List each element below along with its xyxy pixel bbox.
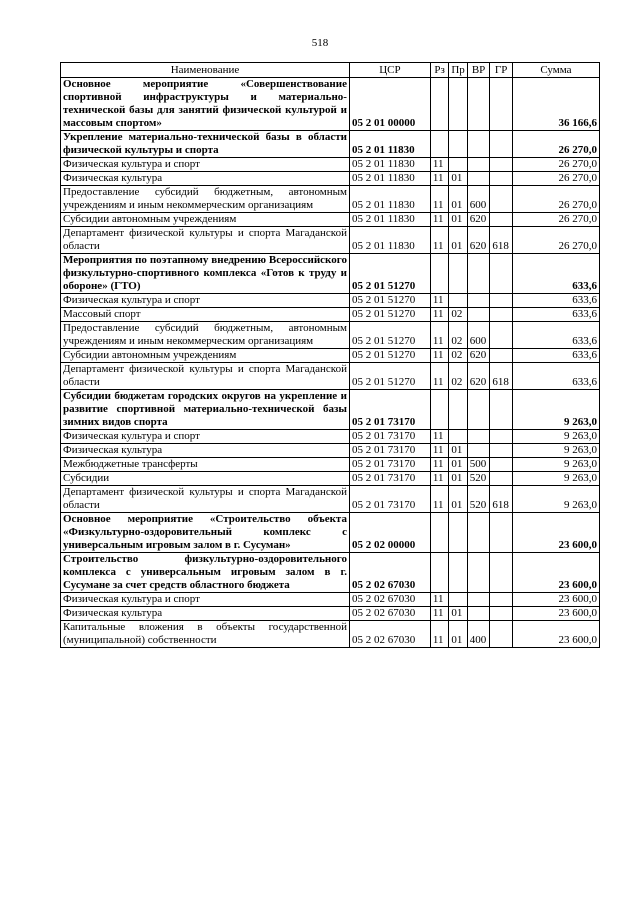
cell-gr: [490, 349, 513, 363]
cell-csr: 05 2 02 00000: [349, 513, 430, 553]
cell-pr: 01: [449, 227, 467, 254]
cell-sum: 26 270,0: [512, 172, 599, 186]
cell-csr: 05 2 01 11830: [349, 227, 430, 254]
cell-sum: 633,6: [512, 363, 599, 390]
cell-gr: [490, 131, 513, 158]
cell-gr: [490, 186, 513, 213]
table-row: [61, 458, 600, 472]
cell-vr: 600: [467, 322, 490, 349]
cell-gr: [490, 308, 513, 322]
cell-sum: 23 600,0: [512, 553, 599, 593]
cell-vr: [467, 308, 490, 322]
table-row: [61, 294, 600, 308]
cell-rz: 11: [430, 308, 448, 322]
cell-csr: 05 2 01 51270: [349, 322, 430, 349]
cell-rz: 11: [430, 607, 448, 621]
cell-gr: [490, 444, 513, 458]
cell-gr: 618: [490, 486, 513, 513]
cell-rz: 11: [430, 158, 448, 172]
cell-csr: 05 2 01 73170: [349, 486, 430, 513]
cell-gr: [490, 472, 513, 486]
cell-name: Департамент физической культуры и спорта Магаданской области: [61, 227, 350, 254]
cell-rz: 11: [430, 294, 448, 308]
cell-rz: 11: [430, 486, 448, 513]
cell-pr: [449, 131, 467, 158]
cell-rz: 11: [430, 444, 448, 458]
cell-rz: 11: [430, 472, 448, 486]
header-vr: ВР: [467, 63, 490, 78]
cell-vr: [467, 444, 490, 458]
cell-name: Физическая культура и спорт: [61, 430, 350, 444]
cell-vr: 620: [467, 349, 490, 363]
cell-rz: [430, 78, 448, 131]
cell-csr: 05 2 01 73170: [349, 390, 430, 430]
cell-name: Физическая культура: [61, 444, 350, 458]
cell-gr: [490, 213, 513, 227]
cell-pr: 02: [449, 308, 467, 322]
page-number: 518: [311, 37, 329, 49]
cell-sum: 633,6: [512, 254, 599, 294]
table-row: [61, 607, 600, 621]
cell-csr: 05 2 01 73170: [349, 472, 430, 486]
cell-pr: 01: [449, 444, 467, 458]
table-row: [61, 472, 600, 486]
cell-csr: 05 2 01 11830: [349, 172, 430, 186]
cell-sum: 9 263,0: [512, 430, 599, 444]
cell-name: Предоставление субсидий бюджетным, автономным учреждениям и иным некоммерческим организациям: [61, 186, 350, 213]
table-row: [61, 349, 600, 363]
cell-csr: 05 2 01 51270: [349, 294, 430, 308]
table-row: [61, 513, 600, 553]
cell-name: Строительство физкультурно-оздоровительного комплекса с универсальным игровым залом в г. Сусумане за счет средств областного бюджета: [61, 553, 350, 593]
cell-name: Предоставление субсидий бюджетным, автономным учреждениям и иным некоммерческим организациям: [61, 322, 350, 349]
header-pr: Пр: [449, 63, 467, 78]
cell-sum: 23 600,0: [512, 593, 599, 607]
cell-pr: [449, 390, 467, 430]
cell-sum: 26 270,0: [512, 227, 599, 254]
cell-name: Физическая культура: [61, 607, 350, 621]
cell-sum: 633,6: [512, 294, 599, 308]
cell-pr: [449, 294, 467, 308]
table-row: [61, 227, 600, 254]
cell-gr: [490, 158, 513, 172]
table-row: [61, 308, 600, 322]
cell-csr: 05 2 01 51270: [349, 349, 430, 363]
cell-pr: 01: [449, 472, 467, 486]
header-sum: Сумма: [512, 63, 599, 78]
cell-gr: [490, 607, 513, 621]
cell-sum: 26 270,0: [512, 213, 599, 227]
cell-rz: 11: [430, 322, 448, 349]
cell-vr: [467, 513, 490, 553]
cell-csr: 05 2 01 11830: [349, 158, 430, 172]
cell-gr: [490, 621, 513, 648]
cell-rz: 11: [430, 227, 448, 254]
table-row: [61, 186, 600, 213]
cell-vr: [467, 593, 490, 607]
table-row: [61, 158, 600, 172]
cell-gr: [490, 390, 513, 430]
table-row: [61, 322, 600, 349]
cell-sum: 36 166,6: [512, 78, 599, 131]
cell-pr: 01: [449, 607, 467, 621]
cell-csr: 05 2 02 67030: [349, 621, 430, 648]
cell-rz: 11: [430, 363, 448, 390]
cell-pr: 01: [449, 486, 467, 513]
cell-csr: 05 2 01 11830: [349, 186, 430, 213]
cell-rz: [430, 553, 448, 593]
cell-sum: 633,6: [512, 349, 599, 363]
cell-gr: [490, 513, 513, 553]
cell-vr: [467, 158, 490, 172]
cell-pr: [449, 513, 467, 553]
table-header-row: [61, 63, 600, 78]
cell-rz: 11: [430, 349, 448, 363]
cell-sum: 23 600,0: [512, 513, 599, 553]
cell-pr: 02: [449, 349, 467, 363]
cell-pr: 01: [449, 621, 467, 648]
cell-name: Массовый спорт: [61, 308, 350, 322]
cell-vr: [467, 553, 490, 593]
table-row: [61, 131, 600, 158]
cell-sum: 26 270,0: [512, 131, 599, 158]
cell-vr: [467, 430, 490, 444]
cell-name: Субсидии автономным учреждениям: [61, 213, 350, 227]
cell-sum: 26 270,0: [512, 186, 599, 213]
cell-gr: [490, 430, 513, 444]
cell-vr: 520: [467, 472, 490, 486]
cell-csr: 05 2 01 51270: [349, 363, 430, 390]
cell-name: Субсидии бюджетам городских округов на укрепление и развитие спортивной материально-технической базы зимних видов спорта: [61, 390, 350, 430]
cell-name: Субсидии автономным учреждениям: [61, 349, 350, 363]
cell-gr: [490, 458, 513, 472]
cell-csr: 05 2 01 73170: [349, 458, 430, 472]
cell-rz: 11: [430, 458, 448, 472]
cell-rz: 11: [430, 430, 448, 444]
cell-sum: 23 600,0: [512, 621, 599, 648]
cell-sum: 9 263,0: [512, 444, 599, 458]
cell-rz: 11: [430, 213, 448, 227]
cell-csr: 05 2 01 11830: [349, 131, 430, 158]
cell-rz: [430, 131, 448, 158]
cell-gr: 618: [490, 363, 513, 390]
cell-name: Физическая культура: [61, 172, 350, 186]
cell-name: Межбюджетные трансферты: [61, 458, 350, 472]
cell-vr: 600: [467, 186, 490, 213]
cell-name: Субсидии: [61, 472, 350, 486]
cell-pr: [449, 78, 467, 131]
budget-table: [60, 62, 600, 648]
table-row: [61, 390, 600, 430]
cell-rz: 11: [430, 621, 448, 648]
cell-pr: [449, 430, 467, 444]
cell-csr: 05 2 02 67030: [349, 553, 430, 593]
table-row: [61, 621, 600, 648]
cell-rz: [430, 513, 448, 553]
cell-vr: 620: [467, 363, 490, 390]
table-row: [61, 430, 600, 444]
cell-gr: [490, 172, 513, 186]
cell-sum: 9 263,0: [512, 472, 599, 486]
header-rz: Рз: [430, 63, 448, 78]
cell-vr: 620: [467, 227, 490, 254]
cell-gr: [490, 254, 513, 294]
cell-pr: [449, 593, 467, 607]
cell-sum: 9 263,0: [512, 390, 599, 430]
cell-pr: 01: [449, 186, 467, 213]
cell-name: Мероприятия по поэтапному внедрению Всероссийского физкультурно-спортивного комплекса «Готов к труду и обороне» (ГТО): [61, 254, 350, 294]
header-gr: ГР: [490, 63, 513, 78]
cell-csr: 05 2 02 67030: [349, 607, 430, 621]
table-row: [61, 444, 600, 458]
cell-csr: 05 2 01 73170: [349, 430, 430, 444]
cell-vr: [467, 131, 490, 158]
cell-vr: [467, 254, 490, 294]
cell-gr: [490, 322, 513, 349]
cell-rz: 11: [430, 593, 448, 607]
cell-vr: 400: [467, 621, 490, 648]
cell-name: Капитальные вложения в объекты государственной (муниципальной) собственности: [61, 621, 350, 648]
cell-gr: [490, 553, 513, 593]
cell-pr: 01: [449, 458, 467, 472]
cell-pr: [449, 158, 467, 172]
cell-sum: 9 263,0: [512, 486, 599, 513]
cell-csr: 05 2 01 11830: [349, 213, 430, 227]
header-name: Наименование: [61, 63, 350, 78]
table-row: [61, 553, 600, 593]
cell-rz: 11: [430, 186, 448, 213]
cell-sum: 23 600,0: [512, 607, 599, 621]
cell-gr: 618: [490, 227, 513, 254]
cell-pr: [449, 254, 467, 294]
cell-pr: 01: [449, 213, 467, 227]
cell-vr: [467, 607, 490, 621]
cell-vr: [467, 172, 490, 186]
cell-csr: 05 2 01 51270: [349, 254, 430, 294]
cell-name: Укрепление материально-технической базы в области физической культуры и спорта: [61, 131, 350, 158]
table-row: [61, 486, 600, 513]
cell-name: Основное мероприятие «Совершенствование спортивной инфраструктуры и материально-технической базы для занятий физической культурой и массовым спортом»: [61, 78, 350, 131]
cell-name: Физическая культура и спорт: [61, 294, 350, 308]
cell-csr: 05 2 02 67030: [349, 593, 430, 607]
cell-rz: [430, 390, 448, 430]
table-row: [61, 593, 600, 607]
cell-name: Физическая культура и спорт: [61, 593, 350, 607]
cell-pr: 01: [449, 172, 467, 186]
cell-vr: [467, 390, 490, 430]
cell-pr: 02: [449, 322, 467, 349]
header-csr: ЦСР: [349, 63, 430, 78]
table-body: [61, 78, 600, 648]
cell-vr: 520: [467, 486, 490, 513]
cell-vr: 500: [467, 458, 490, 472]
cell-csr: 05 2 01 73170: [349, 444, 430, 458]
cell-name: Физическая культура и спорт: [61, 158, 350, 172]
cell-name: Основное мероприятие «Строительство объекта «Физкультурно-оздоровительный комплекс с универсальным игровым залом в г. Сусуман»: [61, 513, 350, 553]
table-row: [61, 254, 600, 294]
cell-pr: 02: [449, 363, 467, 390]
cell-sum: 9 263,0: [512, 458, 599, 472]
cell-vr: [467, 78, 490, 131]
cell-rz: 11: [430, 172, 448, 186]
cell-sum: 633,6: [512, 308, 599, 322]
table-row: [61, 172, 600, 186]
cell-vr: [467, 294, 490, 308]
cell-rz: [430, 254, 448, 294]
cell-csr: 05 2 01 00000: [349, 78, 430, 131]
table-row: [61, 363, 600, 390]
cell-vr: 620: [467, 213, 490, 227]
cell-name: Департамент физической культуры и спорта Магаданской области: [61, 486, 350, 513]
cell-pr: [449, 553, 467, 593]
cell-sum: 26 270,0: [512, 158, 599, 172]
cell-csr: 05 2 01 51270: [349, 308, 430, 322]
cell-name: Департамент физической культуры и спорта Магаданской области: [61, 363, 350, 390]
table-row: [61, 78, 600, 131]
table-row: [61, 213, 600, 227]
cell-sum: 633,6: [512, 322, 599, 349]
cell-gr: [490, 78, 513, 131]
cell-gr: [490, 294, 513, 308]
cell-gr: [490, 593, 513, 607]
